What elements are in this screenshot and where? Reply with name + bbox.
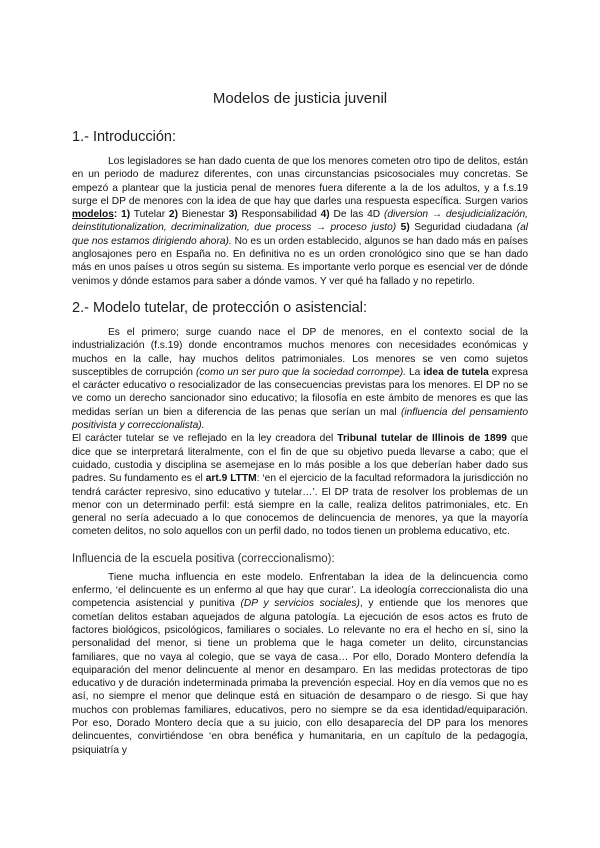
section-heading-introduccion: 1.- Introducción: [72,129,176,145]
text-run: El carácter tutelar se ve reflejado en la ley creadora del [72,433,338,445]
text-run: La [406,366,424,378]
text-run: Los legisladores se han dado cuenta de que los menores cometen otro tipo de delitos, están en un periodo de madurez diferentes, con unas circunstancias psicosociales muy concretas. Se empezó a plantear que la justicia penal de menores fuera diferente a la de los adultos, y a f.s.19 surge el DP de menores con la idea de que hay que darles una respuesta específica. Surgen varios [72,156,528,207]
model-bienestar: Bienestar [177,209,229,221]
model-4d-detail: (diversion → desjudicialización, deinstitutionalization, decriminalization, due process → proceso justo) [72,209,528,234]
bold-tribunal-illinois: Tribunal tutelar de Illinois de 1899 [337,433,507,445]
paragraph-tutelar-1 [72,326,528,432]
section-escuela-positiva [72,553,528,757]
model-tutelar: Tutelar [130,209,169,221]
section-heading-escuela-positiva: Influencia de la escuela positiva (correccionalismo): [72,552,335,565]
document-title: Modelos de justicia juvenil [212,90,388,107]
italic-run: (influencia del pensamiento positivista y correccionalista). [72,406,528,432]
paragraph-tutelar-2 [72,432,528,538]
text-run: que dice que se interpretará literalmente, con el fin de que su objetivo pueda llevarse a cabo; que el cuidado, custodia y disciplina se asemejase en lo más posible a los que deberían haber dado sus padres. Su fundamento es el [72,433,528,485]
bold-idea-de-tutela: idea de tutela [423,366,489,378]
section-modelo-tutelar [72,300,528,539]
text-run: expresa el carácter educativo o resocializador de las consecuencias previstas para los menores. El DP no se ve como un derecho sancionador sino educativo; la filosofía en este ámbito de menores es que las medidas serían un bien a diferencia de las penas que serían un mal [72,366,529,418]
text-run: , y entiende que los menores que cometían delitos estaban aquejados de alguna patología. La ejecución de esos actos es fruto de factores biológicos, psicológicos, familiares o sociales. Lo relevante no era el hecho en sí, sino la personalidad del menor, si tiene un problema que le haga cometer un delito, circunstancias familiares, que no vaya al colegio, que se vaya de casa… Por ello, Dorado Montero defendía la equiparación del menor delincuente al menor en desamparo. En las medidas protectoras de tipo educativo y de duración indeterminada primaba la prevención especial. Hoy en día vemos que no es así, no siempre el menor que delinque está en situación de desamparo o de riesgo. Si que hay muchos con problemas familiares, educativos, pero no siempre se da esa identidad/equiparación. Por eso, Dorado Montero decía que a su juicio, con ello desaparecía del DP para los menores delincuentes, convirtiéndose ‘en obra benéfica y humanitaria, en un capítulo de la pedagogía, psiquiatría y [72,598,529,756]
document-page [72,90,528,769]
section-heading-modelo-tutelar: 2.- Modelo tutelar, de protección o asistencial: [72,299,367,316]
model-number-5: 5) [396,222,410,234]
model-seguridad-detail: (al que nos estamos dirigiendo ahora). [72,222,528,247]
text-run: : [113,209,122,221]
paragraph-introduccion [72,155,528,288]
model-number-4: 4) [320,209,330,221]
model-number-1: 1) [121,209,131,221]
text-run: Tiene mucha influencia en este modelo. Enfrentaban la idea de la delincuencia como enfermo, ‘el delincuente es un enfermo al que hay que curar’. La ideología correccionalista dio una competencia asistencial y punitiva [72,571,528,610]
paragraph-escuela-positiva [72,571,528,757]
bold-art9-lttm: art.9 LTTM [205,473,257,485]
section-introduccion [72,129,528,288]
model-responsabilidad: Responsabilidad [237,209,321,221]
italic-run: (DP y servicios sociales) [240,598,360,610]
text-run: Es el primero; surge cuando nace el DP de menores, en el contexto social de la industrialización (f.s.19) donde encontramos muchos menores con necesidades económicas y muchos en la calle, hay muchos delitos patrimoniales. Los menores se ven como sujetos susceptibles de corrupción [72,326,528,378]
bold-modelos: modelos [72,209,114,221]
model-4d: De las 4D [329,209,384,221]
text-run: : ‘en el ejercicio de la facultad reformadora la jurisdicción no tendrá carácter represivo, sino educativo y tutelar…’. El DP trata de resolver los problemas de un menor con un determinado perfil: está siempre en la calle, realiza delitos patrimoniales, etc. En general no sería adecuado a lo que conocemos de delincuencia de menores, ya que la mayoría cometen delitos, no solo aquellos con un perfil dado, no todos tienen un problema educativo, etc. [72,473,529,538]
text-run: No es un orden establecido, algunos se han dado más en países anglosajones pero en España no. En definitiva no es un orden cronológico sino que se han dado más en unos países u otros según su sistema. Es importante verlo porque es esencial ver de dónde venimos y dónde estamos para saber a dónde vamos. Y ver qué ha fallado y no repetirlo. [72,235,528,287]
model-number-2: 2) [168,209,178,221]
model-seguridad: Seguridad ciudadana [409,222,517,234]
model-number-3: 3) [228,209,238,221]
italic-run: (como un ser puro que la sociedad corrompe). [195,366,407,378]
